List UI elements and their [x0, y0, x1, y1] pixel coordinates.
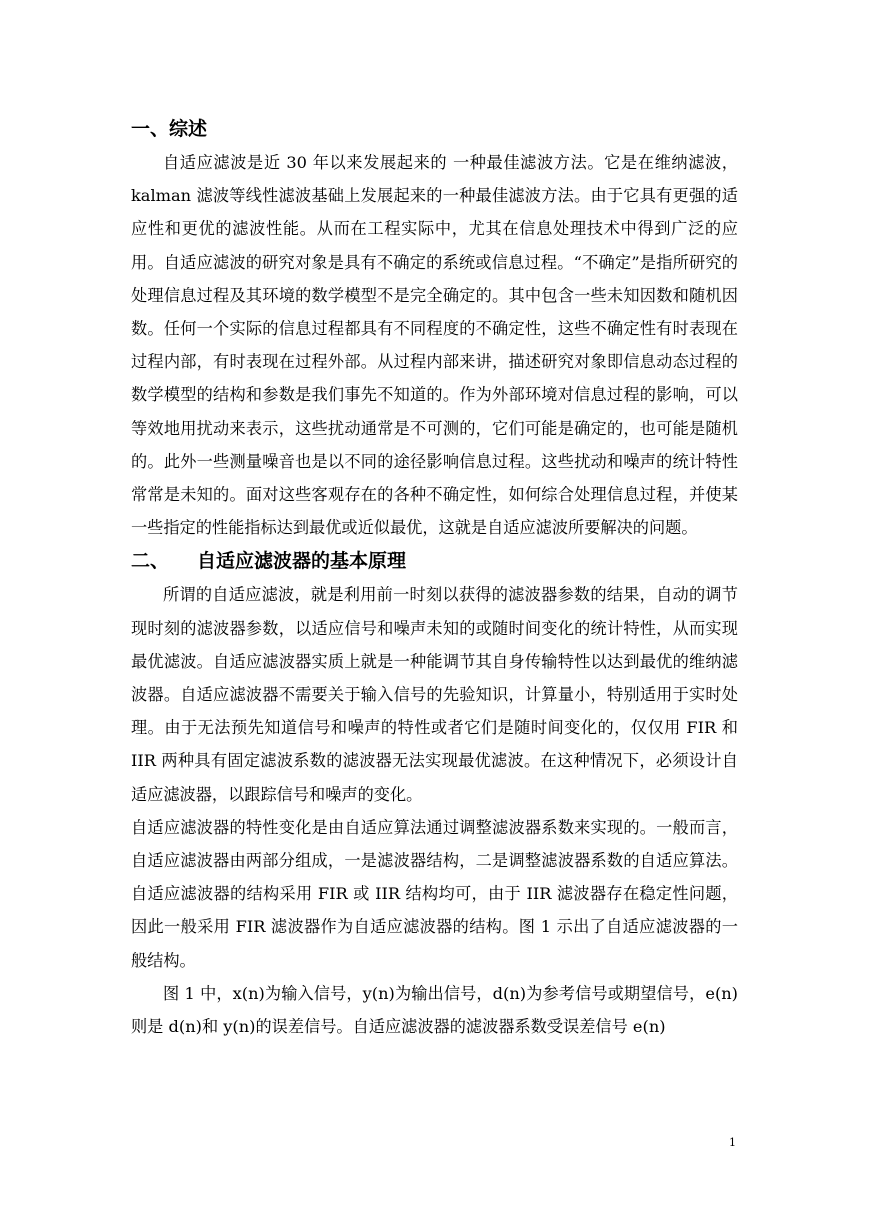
- section-heading-overview-text: 一、综述: [131, 118, 208, 140]
- principle-paragraph-2: 自适应滤波器的特性变化是由自适应算法通过调整滤波器系数来实现的。一般而言，自适应滤波器由两部分组成，一是滤波器结构，二是调整滤波器系数的自适应算法。自适应滤波器的结构采用 FIR 或 IIR 结构均可，由于 IIR 滤波器存在稳定性问题，因此一般采用 FIR 滤波器作为自适应滤波器的结构。图 1 示出了自适应滤波器的一般结构。: [131, 817, 738, 970]
- principle-paragraph-3: 图 1 中，x(n)为输入信号，y(n)为输出信号，d(n)为参考信号或期望信号，e(n)则是 d(n)和 y(n)的误差信号。自适应滤波器的滤波器系数受误差信号 e(n): [131, 983, 738, 1037]
- section-heading-overview: [131, 112, 738, 146]
- overview-paragraph: 自适应滤波是近 30 年以来发展起来的 一种最佳滤波方法。它是在维纳滤波，kalman 滤波等线性滤波基础上发展起来的一种最佳滤波方法。由于它具有更强的适应性和更优的滤波性能。从而在工程实际中，尤其在信息处理技术中得到广泛的应用。自适应滤波的研究对象是具有不确定的系统或信息过程。“不确定”是指所研究的处理信息过程及其环境的数学模型不是完全确定的。其中包含一些未知因数和随机因数。任何一个实际的信息过程都具有不同程度的不确定性，这些不确定性有时表现在过程内部，有时表现在过程外部。从过程内部来讲，描述研究对象即信息动态过程的数学模型的结构和参数是我们事先不知道的。作为外部环境对信息过程的影响，可以等效地用扰动来表示，这些扰动通常是不可测的，它们可能是确定的，也可能是随机的。此外一些测量噪音也是以不同的途径影响信息过程。这些扰动和噪声的统计特性常常是未知的。面对这些客观存在的各种不确定性，如何综合处理信息过程，并使某一些指定的性能指标达到最优或近似最优，这就是自适应滤波所要解决的问题。: [131, 153, 738, 538]
- principle-paragraph-1: 所谓的自适应滤波，就是利用前一时刻以获得的滤波器参数的结果，自动的调节现时刻的滤波器参数，以适应信号和噪声未知的或随时间变化的统计特性，从而实现最优滤波。自适应滤波器实质上就是一种能调节其自身传输特性以达到最优的维纳滤波器。自适应滤波器不需要关于输入信号的先验知识，计算量小，特别适用于实时处理。由于无法预先知道信号和噪声的特性或者它们是随时间变化的，仅仅用 FIR 和 IIR 两种具有固定滤波系数的滤波器无法实现最优滤波。在这种情况下，必须设计自适应滤波器，以跟踪信号和噪声的变化。: [131, 585, 738, 804]
- document-body: [131, 112, 738, 1043]
- section-heading-principle: [131, 544, 738, 578]
- page-number: 1: [729, 1136, 736, 1149]
- section-heading-principle-title: 自适应滤波器的基本原理: [197, 550, 407, 573]
- section-heading-principle-number: 二、: [131, 550, 170, 573]
